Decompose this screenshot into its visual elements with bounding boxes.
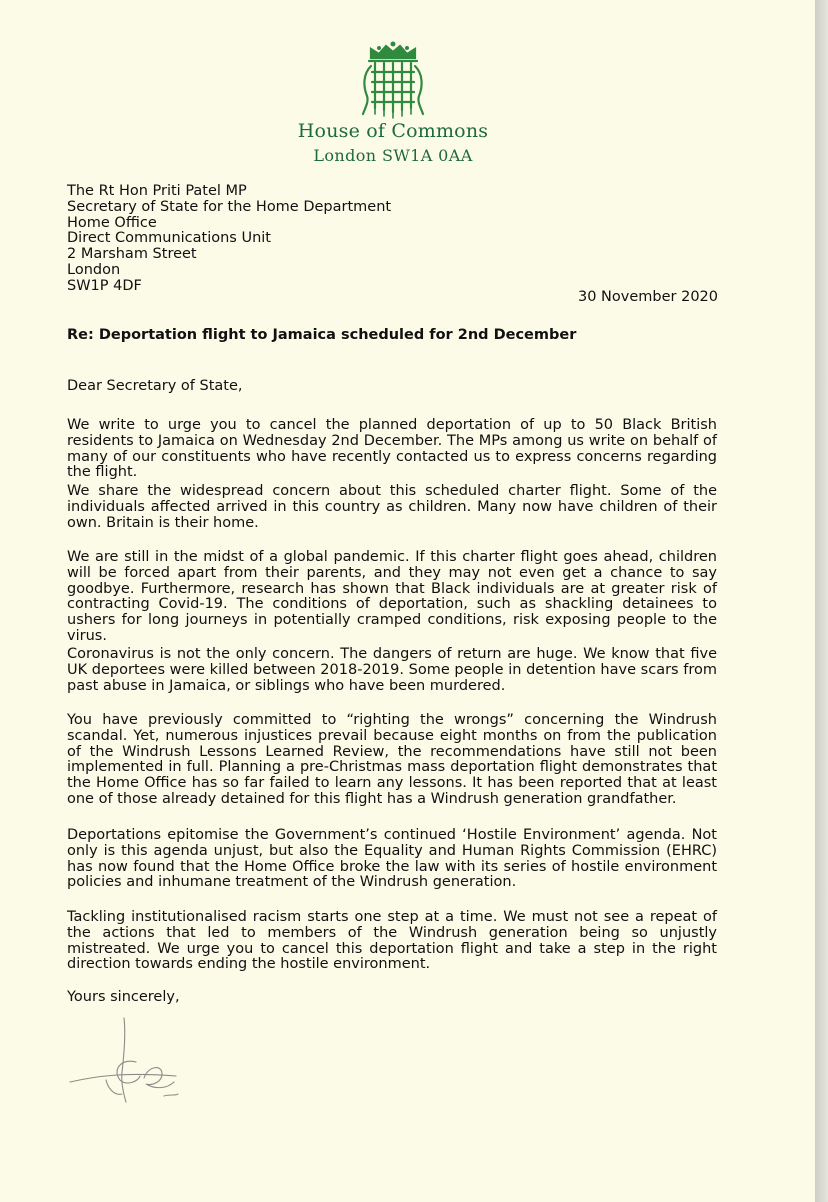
body-paragraph: We share the widespread concern about this scheduled charter flight. Some of the individuals affected arrived in this country as children. Many now have children of their own. Britain is their home. [67,483,717,531]
page-edge-shadow [815,0,828,1202]
recipient-address [67,184,391,295]
body-paragraph: You have previously committed to “righting the wrongs” concerning the Windrush scandal. Yet, numerous injustices prevail because eight months on from the publication of the Windrush Lessons Learned Review, the recommendations have still not been implemented in full. Planning a pre-Christmas mass deportation flight demonstrates that the Home Office has so far failed to learn any lessons. It has been reported that at least one of those already detained for this flight has a Windrush generation grandfather. [67,712,717,807]
recipient-line: Home Office [67,214,157,231]
letter-date: 30 November 2020 [578,289,719,305]
portcullis-crest-icon [357,40,429,120]
closing: Yours sincerely, [67,989,180,1005]
body-paragraph: We are still in the midst of a global pandemic. If this charter flight goes ahead, children will be forced apart from their parents, and they may not even get a chance to say goodbye. Furthermore, research has shown that Black individuals are at greater risk of contracting Covid-19. The conditions of deportation, such as shackling detainees to ushers for long journeys in potentially cramped conditions, risk exposing people to the virus. [67,549,717,644]
recipient-line: 2 Marsham Street [67,246,197,263]
salutation: Dear Secretary of State, [67,378,243,394]
body-paragraph: Deportations epitomise the Government’s continued ‘Hostile Environment’ agenda. Not only is this agenda unjust, but also the Equality and Human Rights Commission (EHRC) has now found that the Home Office broke the law with its series of hostile environment policies and inhumane treatment of the Windrush generation. [67,827,717,891]
recipient-line: London [67,261,121,278]
body-paragraph: Coronavirus is not the only concern. The dangers of return are huge. We know that five UK deportees were killed between 2018-2019. Some people in detention have scars from past abuse in Jamaica, or siblings who have been murdered. [67,646,717,694]
body-paragraph: We write to urge you to cancel the planned deportation of up to 50 Black British residents to Jamaica on Wednesday 2nd December. The MPs among us write on behalf of many of our constituents who have recently contacted us to express concerns regarding the flight. [67,417,717,481]
signature-image [66,1010,186,1110]
recipient-line: SW1P 4DF [67,277,142,294]
subject-line: Re: Deportation flight to Jamaica scheduled for 2nd December [67,327,577,343]
recipient-line: Direct Communications Unit [67,230,271,247]
letterhead-name: House of Commons [297,120,489,142]
recipient-line: Secretary of State for the Home Department [67,198,392,215]
body-paragraph: Tackling institutionalised racism starts one step at a time. We must not see a repeat of the actions that led to members of the Windrush generation being so unjustly mistreated. We urge you to cancel this deportation flight and take a step in the right direction towards ending the hostile environment. [67,909,717,973]
letterhead-address: London SW1A 0AA [313,146,473,165]
recipient-line: The Rt Hon Priti Patel MP [67,183,247,199]
